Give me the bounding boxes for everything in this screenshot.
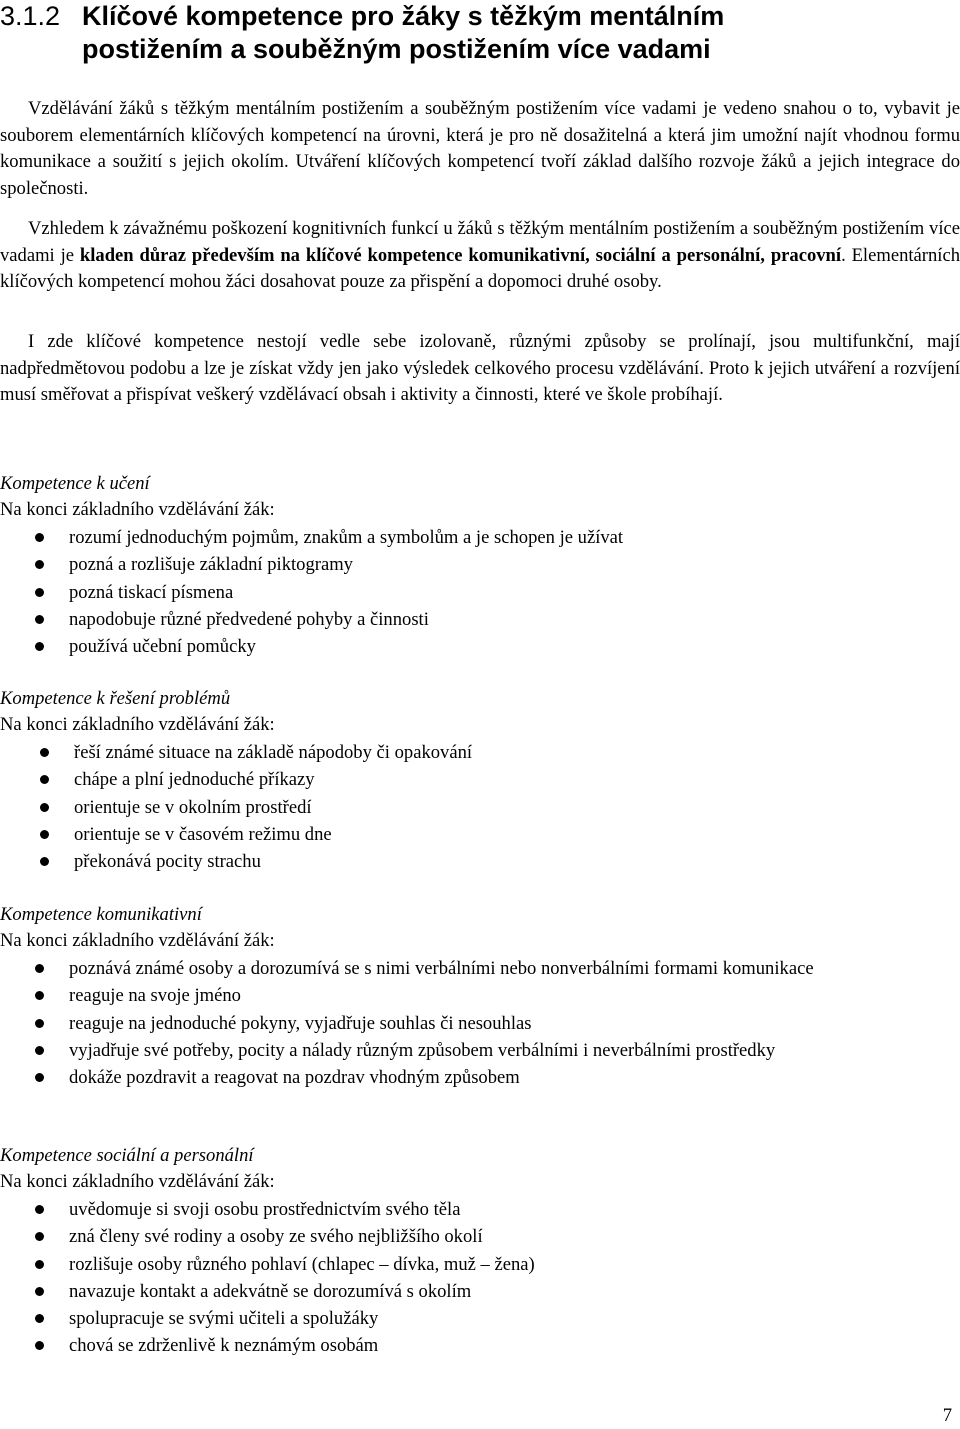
section-heading-line-2: postižením a souběžným postižením více vadami bbox=[82, 34, 711, 64]
list-item: spolupracuje se svými učiteli a spolužáky bbox=[0, 1305, 960, 1332]
section-intro-komunikativni: Na konci základního vzdělávání žák: bbox=[0, 930, 275, 951]
list-item: uvědomuje si svoji osobu prostřednictvím svého těla bbox=[0, 1196, 960, 1223]
list-item: dokáže pozdravit a reagovat na pozdrav vhodným způsobem bbox=[0, 1064, 960, 1091]
list-item: reaguje na jednoduché pokyny, vyjadřuje souhlas či nesouhlas bbox=[0, 1010, 960, 1037]
bullet-list-komunikativni bbox=[0, 955, 960, 1091]
section-intro-socialni: Na konci základního vzdělávání žák: bbox=[0, 1171, 275, 1192]
section-number: 3.1.2 bbox=[0, 1, 61, 31]
list-item: pozná tiskací písmena bbox=[0, 579, 960, 606]
list-item: napodobuje různé předvedené pohyby a činnosti bbox=[0, 606, 960, 633]
section-title-uceni: Kompetence k učení bbox=[0, 473, 150, 494]
list-item: poznává známé osoby a dorozumívá se s nimi verbálními nebo nonverbálními formami komunikace bbox=[0, 955, 960, 982]
emphasis-paragraph-end: . Elementárních klíčových kompetencí mohou žáci dosahovat pouze za přispění a dopomoci druhé osoby. bbox=[0, 244, 960, 293]
page-number: 7 bbox=[942, 1405, 952, 1426]
bullet-list-problemy bbox=[0, 739, 960, 875]
list-item: rozlišuje osoby různého pohlaví (chlapec – dívka, muž – žena) bbox=[0, 1251, 960, 1278]
emphasis-paragraph-start: Vzhledem k závažnému poškození kognitivních funkcí u žáků s těžkým mentálním postižením a souběžným postižením více vadami je bbox=[0, 218, 960, 266]
list-item: řeší známé situace na základě nápodoby či opakování bbox=[0, 739, 960, 766]
bullet-list-uceni bbox=[0, 524, 960, 660]
section-title-socialni: Kompetence sociální a personální bbox=[0, 1145, 254, 1166]
list-item: orientuje se v okolním prostředí bbox=[0, 794, 960, 821]
integration-paragraph: I zde klíčové kompetence nestojí vedle sebe izolovaně, různými způsoby se prolínají, jsou multifunkční, mají nadpředmětovou podobu a lze je získat vždy jen jako výsledek celkového procesu vzdělávání. Proto k jejich utváření a rozvíjení musí směřovat a přispívat veškerý vzdělávací obsah i aktivity a činnosti, které ve škole probíhají. bbox=[0, 331, 960, 406]
list-item: rozumí jednoduchým pojmům, znakům a symbolům a je schopen je užívat bbox=[0, 524, 960, 551]
emphasis-paragraph bbox=[0, 216, 960, 296]
list-item: používá učební pomůcky bbox=[0, 633, 960, 660]
section-heading-line-1: Klíčové kompetence pro žáky s těžkým mentálním bbox=[82, 1, 725, 31]
list-item: reaguje na svoje jméno bbox=[0, 982, 960, 1009]
list-item: pozná a rozlišuje základní piktogramy bbox=[0, 551, 960, 578]
section-title-problemy: Kompetence k řešení problémů bbox=[0, 688, 231, 709]
section-intro-uceni: Na konci základního vzdělávání žák: bbox=[0, 499, 275, 520]
intro-paragraph: Vzdělávání žáků s těžkým mentálním postižením a souběžným postižením více vadami je vedeno snahou o to, vybavit je souborem elementárních klíčových kompetencí na úrovni, která je pro ně dosažitelná a která jim umožní najít vhodnou formu komunikace a soužití s jejich okolím. Utváření klíčových kompetencí tvoří základ dalšího rozvoje žáků a jejich integrace do společnosti. bbox=[0, 98, 960, 199]
list-item: navazuje kontakt a adekvátně se dorozumívá s okolím bbox=[0, 1278, 960, 1305]
bullet-list-socialni bbox=[0, 1196, 960, 1360]
list-item: překonává pocity strachu bbox=[0, 848, 960, 875]
emphasis-paragraph-bold: kladen důraz především na klíčové kompetence komunikativní, sociální a personální, pracovní bbox=[79, 244, 842, 266]
list-item: chápe a plní jednoduché příkazy bbox=[0, 766, 960, 793]
list-item: zná členy své rodiny a osoby ze svého nejbližšího okolí bbox=[0, 1223, 960, 1250]
section-heading bbox=[0, 0, 960, 66]
list-item: vyjadřuje své potřeby, pocity a nálady různým způsobem verbálními i neverbálními prostředky bbox=[0, 1037, 960, 1064]
section-title-komunikativni: Kompetence komunikativní bbox=[0, 904, 202, 925]
list-item: chová se zdrženlivě k neznámým osobám bbox=[0, 1332, 960, 1359]
list-item: orientuje se v časovém režimu dne bbox=[0, 821, 960, 848]
section-intro-problemy: Na konci základního vzdělávání žák: bbox=[0, 714, 275, 735]
